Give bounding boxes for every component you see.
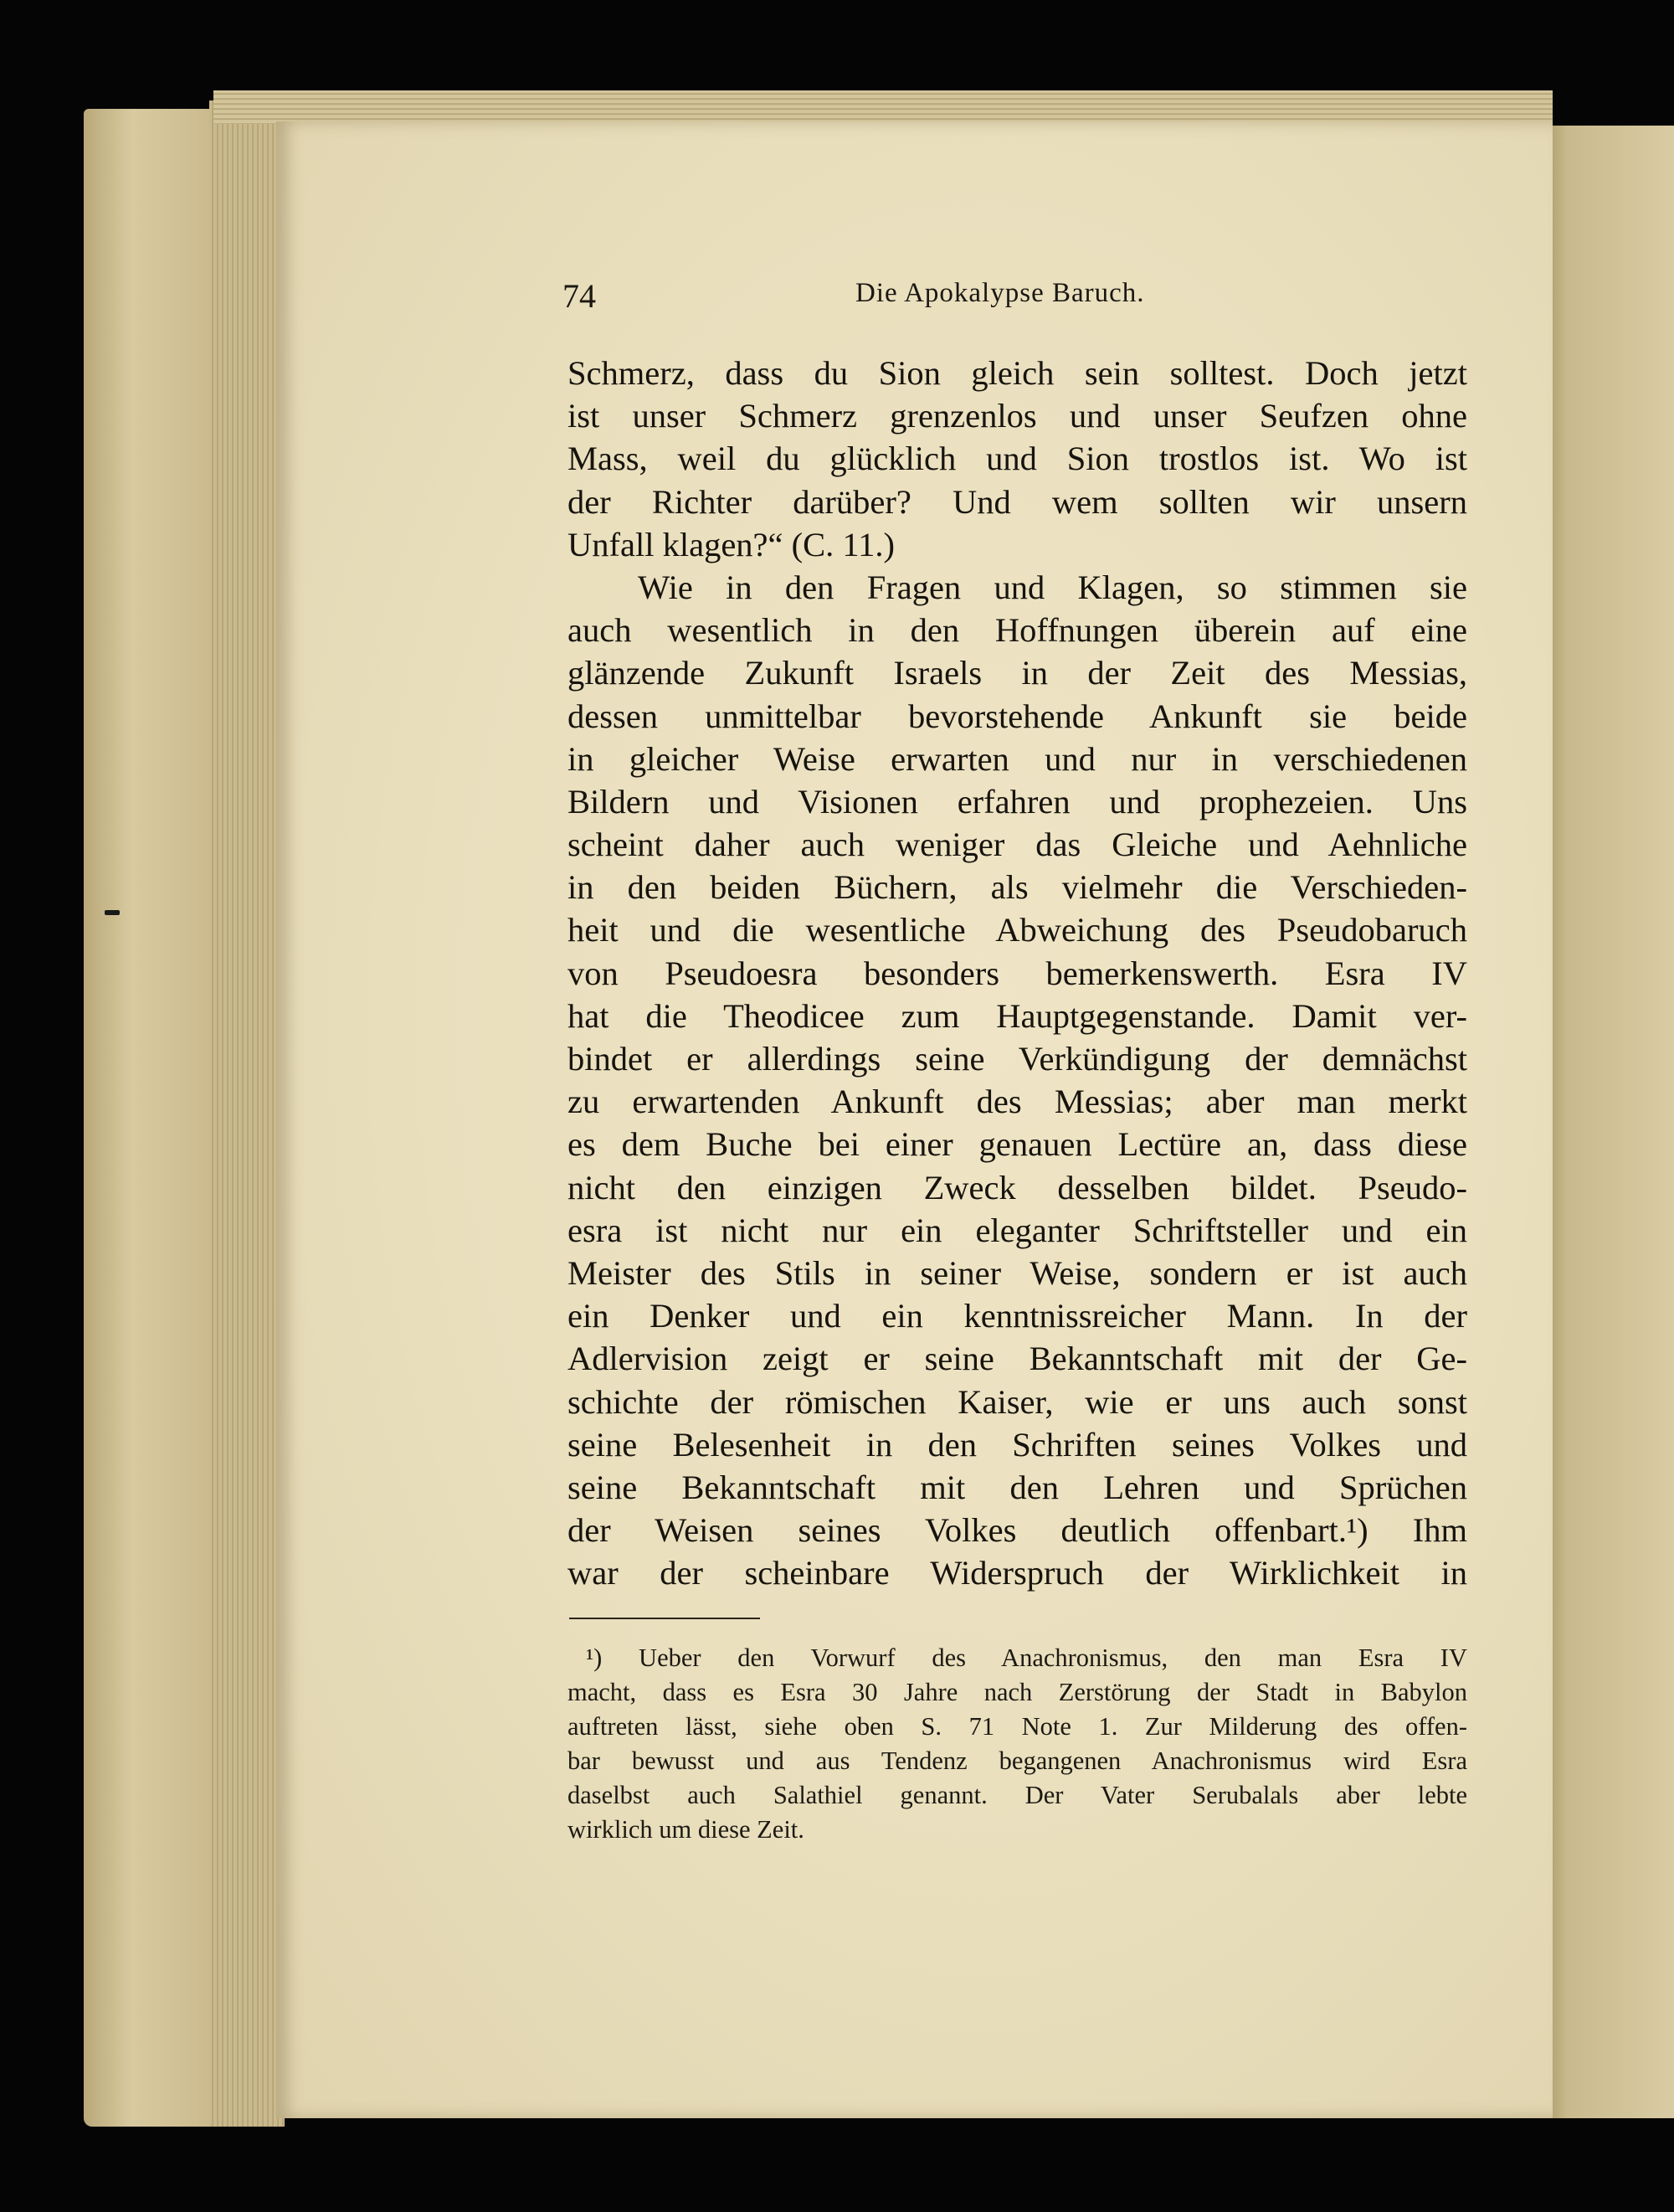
- text-line: zu erwartenden Ankunft des Messias; aber man merkt: [567, 1083, 1467, 1121]
- right-page-edge: [1544, 126, 1674, 2118]
- running-head: [562, 276, 1466, 327]
- text-line: heit und die wesentliche Abweichung des Pseudobaruch: [567, 911, 1467, 949]
- footnote-line: bar bewusst und aus Tendenz begangenen Anachronismus wird Esra: [567, 1746, 1467, 1775]
- text-line: Mass, weil du glücklich und Sion trostlos ist. Wo ist: [567, 440, 1467, 478]
- text-line: der Weisen seines Volkes deutlich offenbart.¹) Ihm: [567, 1511, 1467, 1550]
- body-text: [567, 352, 1467, 1594]
- footnote-line: ¹) Ueber den Vorwurf des Anachronismus, den man Esra IV: [586, 1644, 1467, 1672]
- text-line: glänzende Zukunft Israels in der Zeit des Messias,: [567, 654, 1467, 692]
- text-line: Bildern und Visionen erfahren und prophezeien. Uns: [567, 782, 1467, 820]
- text-line: nicht den einzigen Zweck desselben bildet. Pseudo-: [567, 1168, 1467, 1206]
- header-title: Die Apokalypse Baruch.: [855, 278, 1145, 308]
- text-line: in gleicher Weise erwarten und nur in verschiedenen: [567, 739, 1467, 778]
- text-line: seine Bekanntschaft mit den Lehren und Sprüchen: [567, 1468, 1467, 1506]
- text-line: dessen unmittelbar bevorstehende Ankunft sie beide: [567, 697, 1467, 735]
- top-page-edges: [213, 90, 1553, 124]
- footnote: [567, 1641, 1467, 1847]
- text-line: Wie in den Fragen und Klagen, so stimmen sie: [638, 568, 1467, 606]
- text-line: der Richter darüber? Und wem sollten wir unsern: [567, 482, 1467, 521]
- text-line: von Pseudoesra besonders bemerkenswerth. Esra IV: [567, 954, 1467, 992]
- text-line: war der scheinbare Widerspruch der Wirklichkeit in: [567, 1554, 1467, 1592]
- footnote-rule: [569, 1618, 760, 1619]
- text-line: bindet er allerdings seine Verkündigung der demnächst: [567, 1040, 1467, 1078]
- text-line: es dem Buche bei einer genauen Lectüre an, dass diese: [567, 1125, 1467, 1164]
- footnote-line: daselbst auch Salathiel genannt. Der Vater Serubalals aber lebte: [567, 1781, 1467, 1809]
- footnote-line: auftreten lässt, siehe oben S. 71 Note 1. Zur Milderung des offen-: [567, 1712, 1467, 1741]
- text-line: seine Belesenheit in den Schriften seines Volkes und: [567, 1425, 1467, 1464]
- page-number: 74: [562, 277, 596, 315]
- text-line: Adlervision zeigt er seine Bekanntschaft mit der Ge-: [567, 1340, 1467, 1378]
- footnote-line: wirklich um diese Zeit.: [567, 1815, 804, 1844]
- text-line: scheint daher auch weniger das Gleiche und Aehnliche: [567, 826, 1467, 864]
- page-edges: [209, 100, 285, 2127]
- text-line: esra ist nicht nur ein eleganter Schriftsteller und ein: [567, 1211, 1467, 1249]
- text-line: Meister des Stils in seiner Weise, sondern er ist auch: [567, 1253, 1467, 1292]
- text-line: Unfall klagen?“ (C. 11.): [567, 525, 895, 563]
- text-line: hat die Theodicee zum Hauptgegenstande. Damit ver-: [567, 996, 1467, 1035]
- text-line: ist unser Schmerz grenzenlos und unser Seufzen ohne: [567, 397, 1467, 435]
- footnote-line: macht, dass es Esra 30 Jahre nach Zerstörung der Stadt in Babylon: [567, 1678, 1467, 1706]
- margin-mark: [105, 910, 120, 915]
- text-line: ein Denker und ein kenntnissreicher Mann. In der: [567, 1297, 1467, 1335]
- text-line: auch wesentlich in den Hoffnungen überein auf eine: [567, 611, 1467, 650]
- text-line: Schmerz, dass du Sion gleich sein solltest. Doch jetzt: [567, 354, 1467, 392]
- text-line: in den beiden Büchern, als vielmehr die Verschieden-: [567, 868, 1467, 907]
- text-line: schichte der römischen Kaiser, wie er uns auch sonst: [567, 1382, 1467, 1421]
